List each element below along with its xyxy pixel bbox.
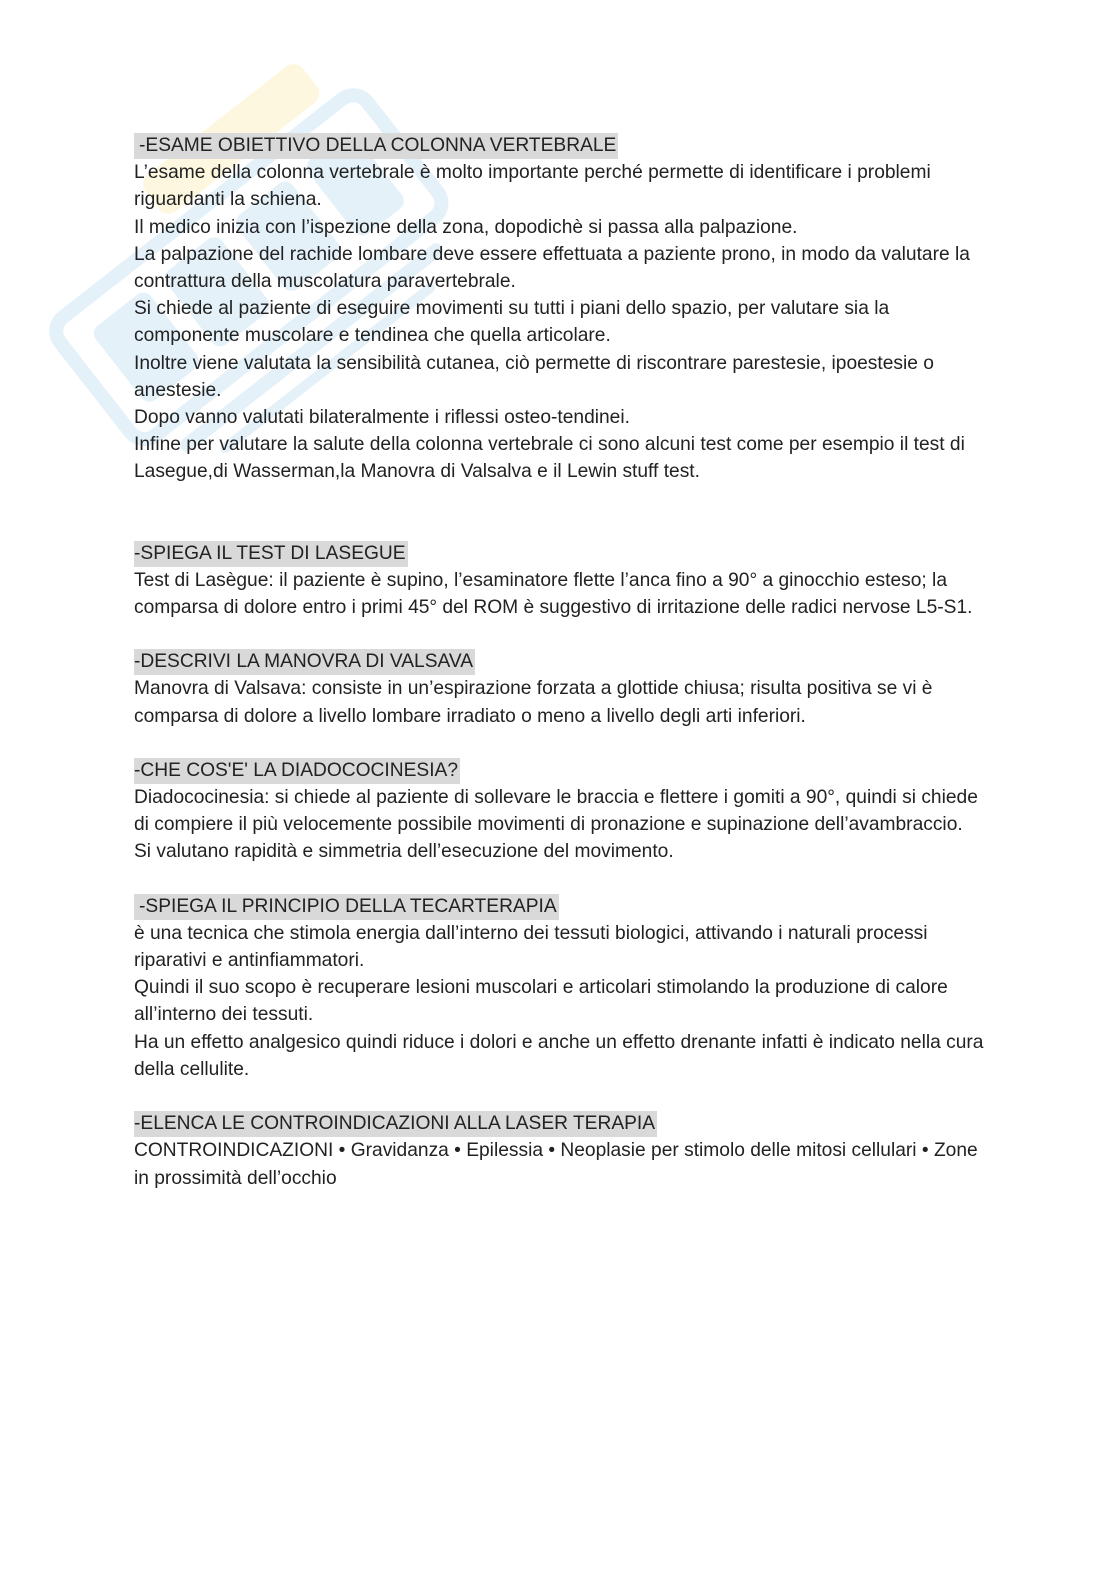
document-body <box>134 132 984 1192</box>
section-spacer <box>134 730 984 757</box>
paragraph: è una tecnica che stimola energia dall’interno dei tessuti biologici, attivando i naturali processi riparativi e antinfiammatori. <box>134 922 928 972</box>
paragraph: La palpazione del rachide lombare deve essere effettuata a paziente prono, in modo da valutare la contrattura della muscolatura paravertebrale. <box>134 243 970 293</box>
section-laser-terapia <box>134 1110 984 1192</box>
section-spacer <box>134 486 984 540</box>
paragraph: Test di Lasègue: il paziente è supino, l’esaminatore flette l’anca fino a 90° a ginocchio esteso; la comparsa di dolore entro i primi 45° del ROM è suggestivo di irritazione delle radici nervose L5-S1. <box>134 569 973 619</box>
section-diadococinesia <box>134 757 984 866</box>
section-spacer <box>134 621 984 648</box>
section-spacer <box>134 1083 984 1110</box>
section-test-lasegue <box>134 540 984 622</box>
paragraph: Dopo vanno valutati bilateralmente i riflessi osteo-tendinei. <box>134 407 630 429</box>
paragraph: Quindi il suo scopo è recuperare lesioni muscolari e articolari stimolando la produzione di calore all’interno dei tessuti. <box>134 977 948 1026</box>
section-heading: -CHE COS'E' LA DIADOCOCINESIA? <box>134 758 460 784</box>
paragraph: Infine per valutare la salute della colonna vertebrale ci sono alcuni test come per esempio il test di Lasegue,di Wasserman,la Manovra di Valsalva e il Lewin stuff test. <box>134 434 965 483</box>
section-esame-obiettivo <box>134 132 984 486</box>
paragraph: Ha un effetto analgesico quindi riduce i dolori e anche un effetto drenante infatti è indicato nella cura della cellulite. <box>134 1031 984 1080</box>
paragraph: Inoltre viene valutata la sensibilità cutanea, ciò permette di riscontrare parestesie, ipoestesie o anestesie. <box>134 352 934 401</box>
section-spacer <box>134 866 984 893</box>
section-heading: -DESCRIVI LA MANOVRA DI VALSAVA <box>134 649 475 675</box>
section-heading: -ESAME OBIETTIVO DELLA COLONNA VERTEBRALE <box>134 133 618 159</box>
paragraph: L’esame della colonna vertebrale è molto importante perché permette di identificare i problemi riguardanti la schiena. <box>134 162 931 211</box>
section-heading: -SPIEGA IL TEST DI LASEGUE <box>134 541 408 567</box>
paragraph: CONTROINDICAZIONI • Gravidanza • Epilessia • Neoplasie per stimolo delle mitosi cellulari • Zone in prossimità dell’occhio <box>134 1140 978 1189</box>
section-manovra-valsava <box>134 648 984 730</box>
paragraph: Il medico inizia con l’ispezione della zona, dopodichè si passa alla palpazione. <box>134 216 798 238</box>
section-heading: -SPIEGA IL PRINCIPIO DELLA TECARTERAPIA <box>134 894 559 920</box>
paragraph: Si chiede al paziente di eseguire movimenti su tutti i piani dello spazio, per valutare sia la componente muscolare e tendinea che quella articolare. <box>134 298 890 347</box>
paragraph: Diadococinesia: si chiede al paziente di sollevare le braccia e flettere i gomiti a 90°, quindi si chiede di compiere il più velocemente possibile movimenti di pronazione e supinazione dell’avambraccio. Si valutano rapidità e simmetria dell’esecuzione del movimento. <box>134 787 978 863</box>
section-tecarterapia <box>134 893 984 1083</box>
paragraph: Manovra di Valsava: consiste in un’espirazione forzata a glottide chiusa; risulta positiva se vi è comparsa di dolore a livello lombare irradiato o meno a livello degli arti inferiori. <box>134 678 933 727</box>
section-heading: -ELENCA LE CONTROINDICAZIONI ALLA LASER TERAPIA <box>134 1111 657 1137</box>
